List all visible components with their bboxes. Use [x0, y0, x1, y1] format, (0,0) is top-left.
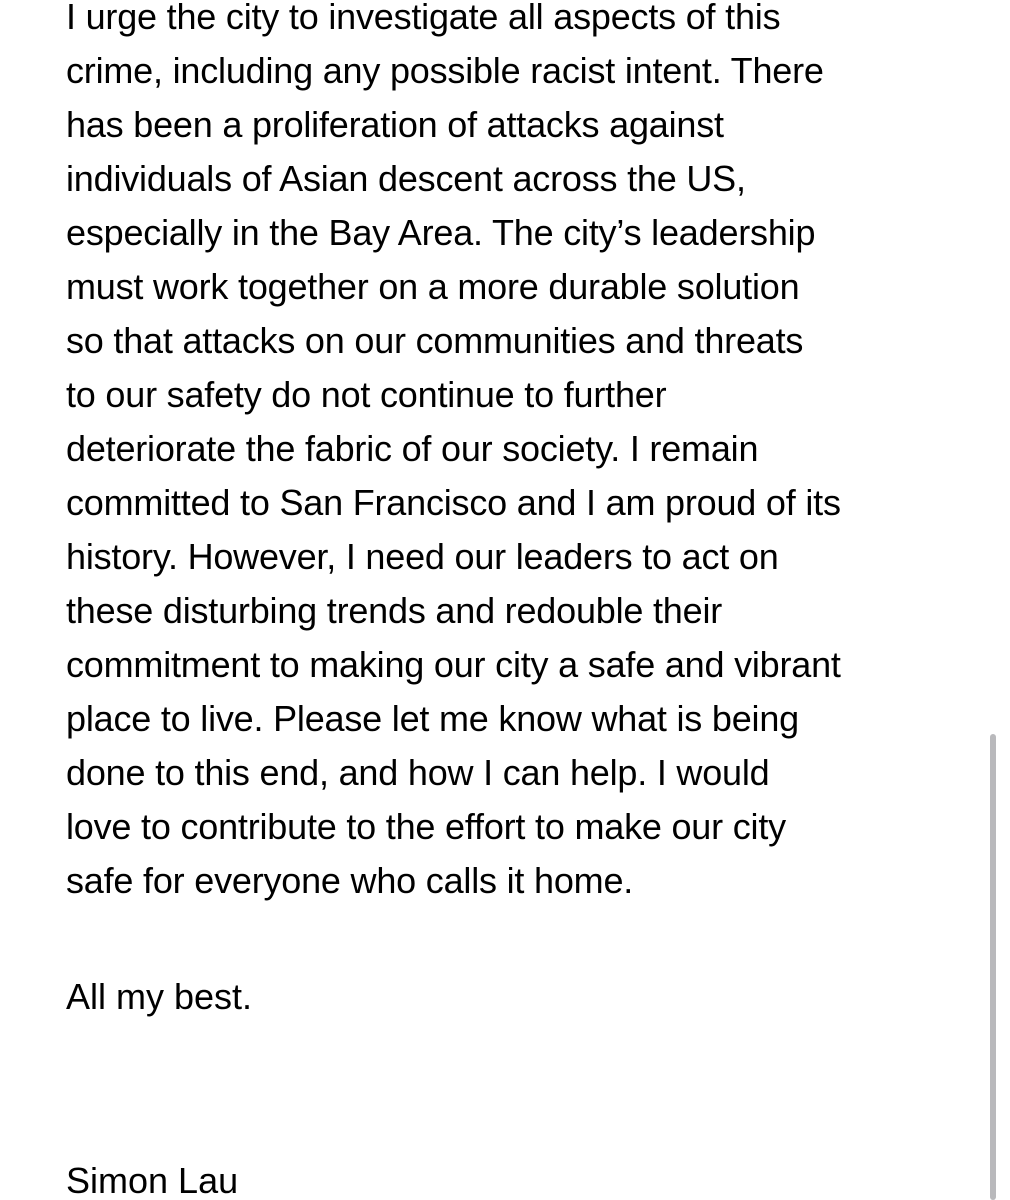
body-line: committed to San Francisco and I am proud of its	[66, 482, 841, 523]
body-line: must work together on a more durable solution	[66, 266, 800, 307]
body-line: so that attacks on our communities and threats	[66, 320, 804, 361]
body-line: to our safety do not continue to further	[66, 374, 667, 415]
email-body	[66, 0, 966, 908]
body-line: especially in the Bay Area. The city’s leadership	[66, 212, 816, 253]
body-line: love to contribute to the effort to make our city	[66, 806, 786, 847]
body-line: individuals of Asian descent across the US,	[66, 158, 746, 199]
vertical-scrollbar[interactable]	[990, 734, 996, 1200]
body-line: history. However, I need our leaders to act on	[66, 536, 779, 577]
body-line: has been a proliferation of attacks against	[66, 104, 724, 145]
body-line: place to live. Please let me know what is being	[66, 698, 799, 739]
body-line: safe for everyone who calls it home.	[66, 860, 634, 901]
body-line: deteriorate the fabric of our society. I remain	[66, 428, 759, 469]
body-line: commitment to making our city a safe and vibrant	[66, 644, 841, 685]
email-closing: All my best.	[66, 976, 253, 1017]
body-line: crime, including any possible racist intent. There	[66, 50, 824, 91]
email-signature: Simon Lau	[66, 1160, 239, 1200]
body-line: done to this end, and how I can help. I would	[66, 752, 770, 793]
body-line: I urge the city to investigate all aspects of this	[66, 0, 781, 37]
body-line: these disturbing trends and redouble their	[66, 590, 723, 631]
